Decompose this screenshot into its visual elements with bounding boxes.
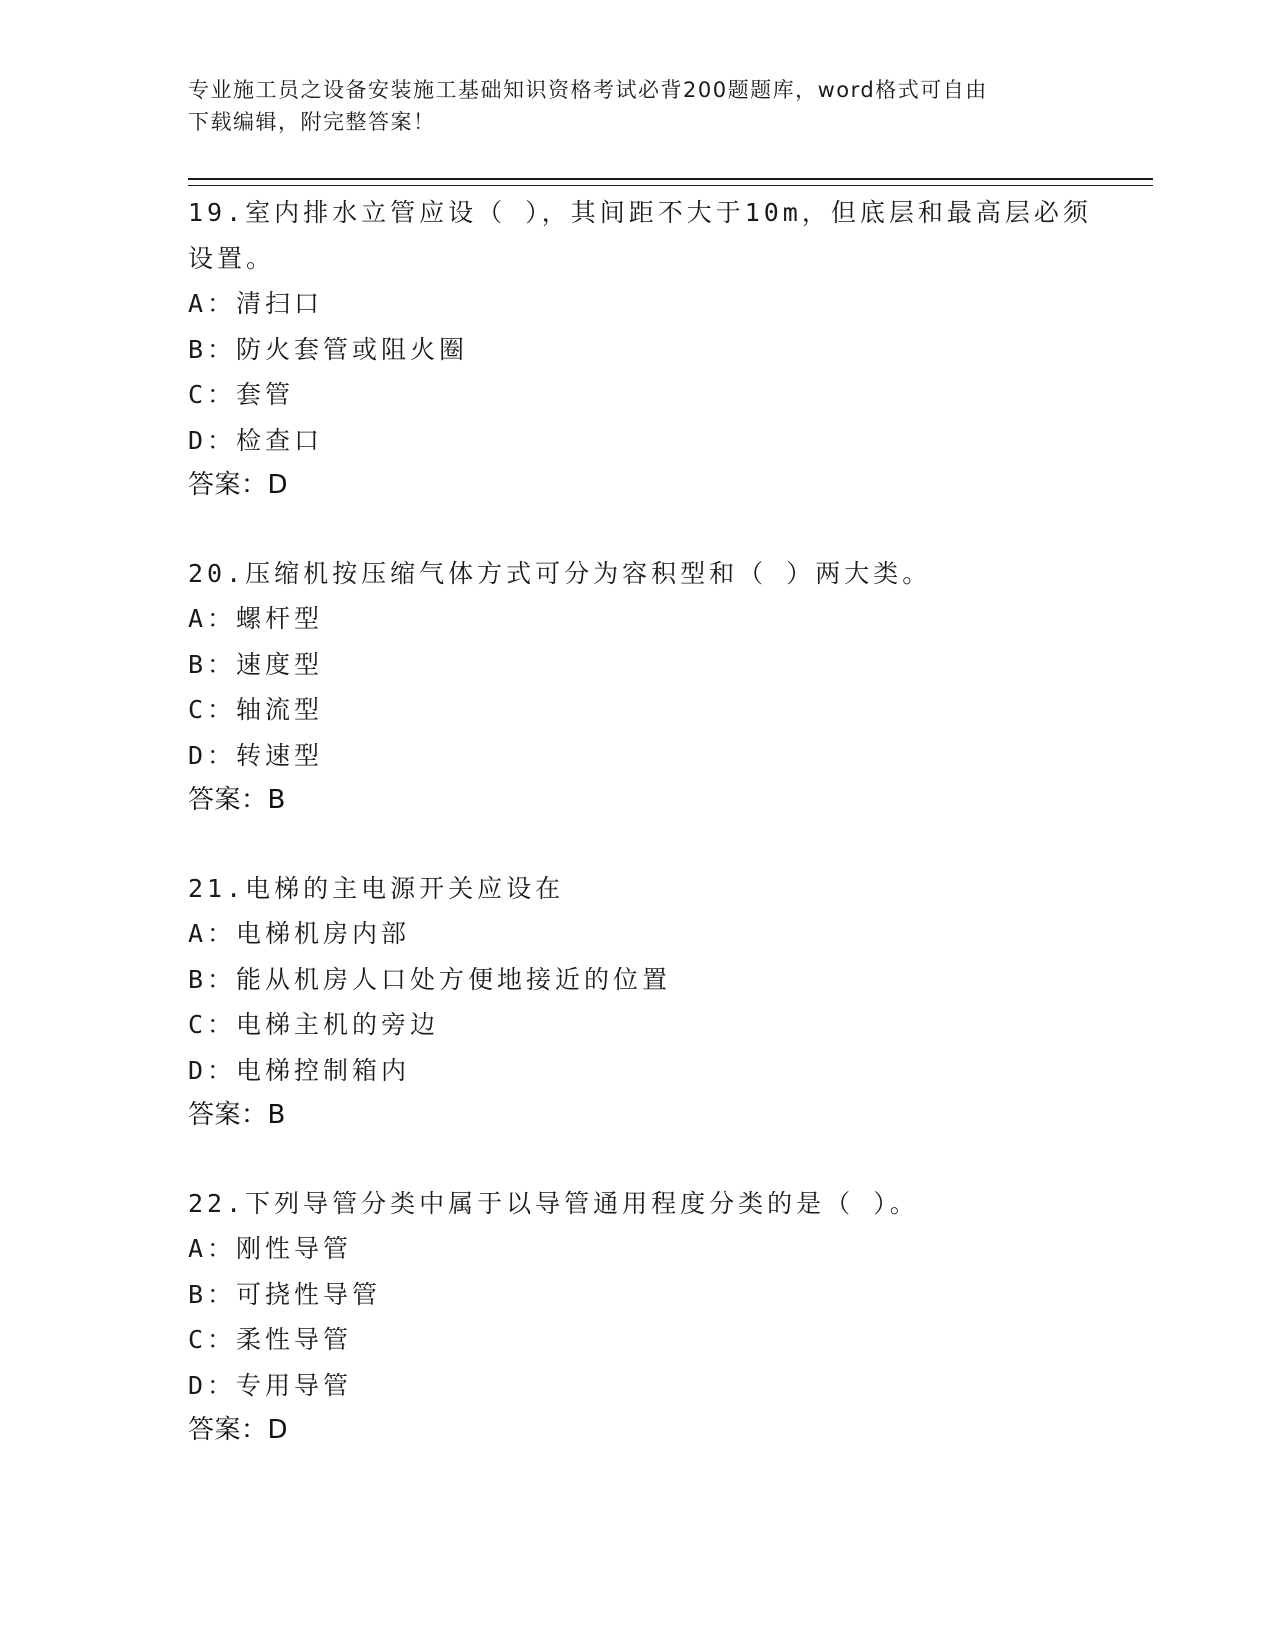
option-a: A：螺杆型 bbox=[188, 604, 324, 633]
option-b: B：可挠性导管 bbox=[188, 1279, 382, 1309]
question-22 bbox=[188, 1181, 1088, 1454]
answer-line: 答案：B bbox=[188, 785, 286, 815]
question-19 bbox=[188, 190, 1092, 509]
option-a: A：刚性导管 bbox=[188, 1234, 353, 1263]
option-c: C：电梯主机的旁边 bbox=[188, 1010, 440, 1039]
option-d: D：专用导管 bbox=[188, 1370, 353, 1400]
question-list bbox=[188, 190, 1092, 1454]
option-b: B：速度型 bbox=[188, 649, 324, 679]
option-b: B：防火套管或阻火圈 bbox=[188, 334, 469, 364]
question-21 bbox=[188, 866, 1088, 1139]
header-divider-thin bbox=[188, 185, 1153, 186]
option-b: B：能从机房人口处方便地接近的位置 bbox=[188, 964, 672, 994]
question-stem: 21.电梯的主电源开关应设在 bbox=[188, 873, 565, 903]
question-stem-continuation: 设置。 bbox=[188, 243, 276, 273]
option-d: D：电梯控制箱内 bbox=[188, 1055, 411, 1085]
answer-line: 答案：D bbox=[188, 1415, 289, 1445]
header-divider-thick bbox=[188, 178, 1153, 180]
question-stem: 20.压缩机按压缩气体方式可分为容积型和（ ）两大类。 bbox=[188, 558, 932, 588]
question-20 bbox=[188, 551, 1088, 824]
document-header bbox=[188, 74, 1068, 138]
header-line-1: 专业施工员之设备安装施工基础知识资格考试必背200题题库，word格式可自由 bbox=[188, 78, 988, 102]
option-c: C：轴流型 bbox=[188, 695, 324, 724]
question-stem: 19.室内排水立管应设（ ），其间距不大于10m，但底层和最高层必须 bbox=[188, 198, 1092, 227]
option-a: A：电梯机房内部 bbox=[188, 919, 411, 948]
option-c: C：柔性导管 bbox=[188, 1325, 353, 1354]
option-d: D：转速型 bbox=[188, 740, 324, 770]
option-d: D：检查口 bbox=[188, 425, 324, 455]
option-a: A：清扫口 bbox=[188, 289, 324, 318]
answer-line: 答案：D bbox=[188, 470, 289, 500]
option-c: C：套管 bbox=[188, 380, 295, 409]
header-line-2: 下载编辑，附完整答案！ bbox=[188, 110, 436, 134]
answer-line: 答案：B bbox=[188, 1100, 286, 1130]
question-stem: 22.下列导管分类中属于以导管通用程度分类的是（ ）。 bbox=[188, 1188, 919, 1218]
